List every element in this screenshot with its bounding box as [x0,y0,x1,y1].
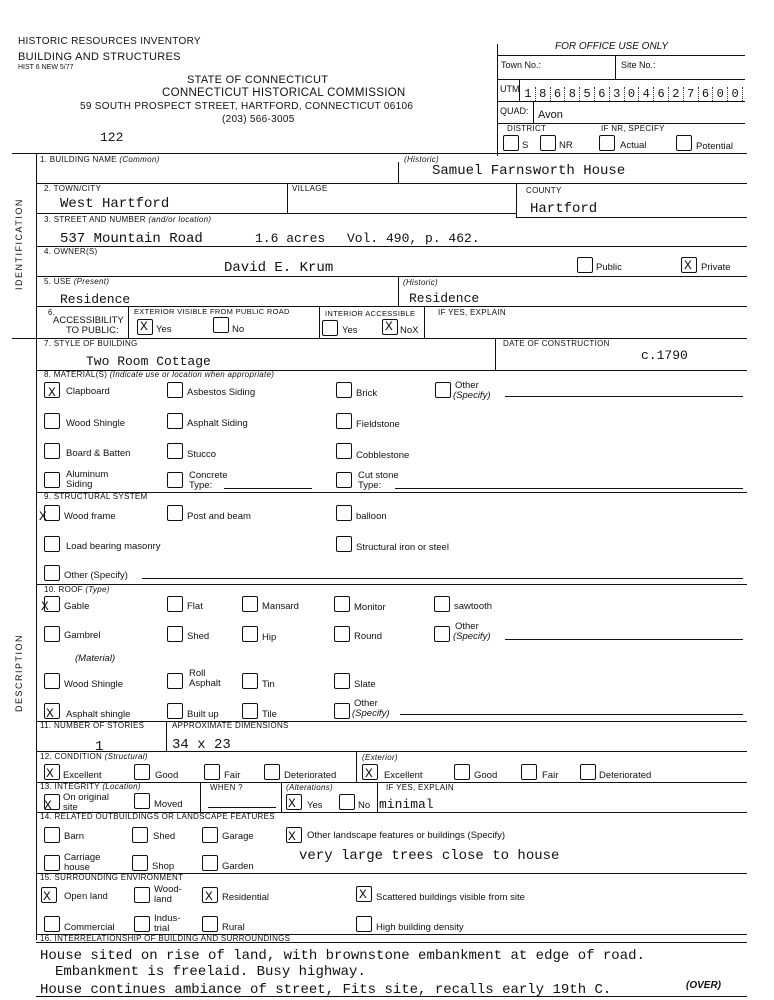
alterations-no-label: No [358,800,371,811]
slate-checkbox[interactable] [334,673,350,689]
clapboard-label: Clapboard [66,386,110,397]
exterior-deteriorated-label: Deteriorated [599,770,652,781]
landscape-other-label: Other landscape features or buildings (Specify) [307,830,506,841]
commission-address: 59 SOUTH PROSPECT STREET, HARTFORD, CONNECTICUT 06106 [80,101,414,112]
utm-label: UTM [500,84,520,94]
actual-label: Actual [620,140,647,151]
wood-frame-mark: X [39,509,47,524]
garden-checkbox[interactable] [202,855,218,871]
inventory-number: 122 [100,130,124,145]
historic-use-value: Residence [409,291,480,306]
utm-digit: 0 [728,87,743,101]
private-check-mark: X [684,258,692,273]
post-beam-label: Post and beam [187,511,251,522]
commercial-label: Commercial [64,922,115,933]
indus-label: Indus- [154,913,181,924]
woodland-label: land [154,894,172,905]
utm-digit: 7 [684,87,699,101]
acreage-value: 1.6 acres [255,231,326,246]
aluminum-checkbox[interactable] [44,472,60,488]
site-no-label: Site No.: [621,60,656,70]
structural-system-label: 9. STRUCTURAL SYSTEM [44,492,148,501]
office-use-title: FOR OFFICE USE ONLY [555,41,668,52]
deed-reference: Vol. 490, p. 462. [347,231,480,246]
roof-wood-shingle-label: Wood Shingle [64,679,123,690]
owner-label: 4. OWNER(S) [44,247,98,256]
commission-heading: CONNECTICUT HISTORICAL COMMISSION [162,87,406,99]
monitor-checkbox[interactable] [334,596,350,612]
environment-label: 15. SURROUNDING ENVIRONMENT [40,873,184,882]
scattered-buildings-label: Scattered buildings visible from site [376,892,525,903]
roof-material-other-label: Other [354,698,378,709]
interior-yes-label: Yes [342,325,358,336]
exterior-fair-checkbox[interactable] [521,764,537,780]
landscape-other-mark: X [288,829,296,844]
tile-checkbox[interactable] [242,703,258,719]
roof-other-checkbox[interactable] [434,626,450,642]
masonry-checkbox[interactable] [44,536,60,552]
flat-checkbox[interactable] [167,596,183,612]
roof-material-label: (Material) [75,653,116,664]
form-title-2: BUILDING AND STRUCTURES [18,51,181,63]
town-city-label: 2. TOWN/CITY [44,184,102,193]
form-title-1: HISTORIC RESOURCES INVENTORY [18,36,201,47]
county-label: COUNTY [526,186,562,195]
historic-name-label: (Historic) [404,155,439,164]
utm-digit: 4 [639,87,654,101]
structural-excellent-mark: X [46,766,54,781]
structural-good-label: Good [155,770,179,781]
structural-deteriorated-checkbox[interactable] [264,764,280,780]
identification-side-label: IDENTIFICATION [14,198,24,290]
materials-label: 8. MATERIAL(S) (Indicate use or location when appropriate) [44,370,275,379]
monitor-label: Monitor [354,602,386,613]
interrelationship-line-3: House continues ambiance of street, Fits site, recalls early 19th C. [40,982,612,998]
gable-mark: X [41,599,49,614]
county-value: Hartford [530,201,598,217]
sawtooth-label: sawtooth [454,601,493,612]
post-beam-checkbox[interactable] [167,505,183,521]
district-label: DISTRICT [507,124,547,133]
garage-label: Garage [222,831,254,842]
mansard-checkbox[interactable] [242,596,258,612]
exterior-visible-label: EXTERIOR VISIBLE FROM PUBLIC ROAD [134,307,290,316]
asphalt-siding-checkbox[interactable] [167,413,183,429]
wood-shingle-siding-label: Wood Shingle [66,418,125,429]
state-heading: STATE OF CONNECTICUT [187,74,329,86]
construction-date-label: DATE OF CONSTRUCTION [503,339,610,348]
aluminum-label: Aluminum [66,469,109,480]
brick-checkbox[interactable] [336,382,352,398]
structural-deteriorated-label: Deteriorated [284,770,337,781]
wood-shingle-siding-checkbox[interactable] [44,413,60,429]
commercial-checkbox[interactable] [44,916,60,932]
exterior-good-label: Good [474,770,498,781]
public-label: Public [596,262,622,273]
district-nr-checkbox[interactable] [540,135,556,151]
dimensions-value: 34 x 23 [172,737,231,753]
building-name-label: 1. BUILDING NAME (Common) [40,155,160,164]
materials-other-label: Other [455,380,479,391]
village-label: VILLAGE [292,184,328,193]
utm-digit: 6 [699,87,714,101]
brick-label: Brick [356,388,378,399]
asbestos-checkbox[interactable] [167,382,183,398]
outbuildings-label: 14. RELATED OUTBUILDINGS OR LANDSCAPE FEATURES [40,812,275,821]
alterations-value: minimal [379,797,434,812]
carriage-house-label: house [64,862,90,873]
garden-label: Garden [222,861,254,872]
concrete-type-label: Type: [189,480,213,491]
gambrel-checkbox[interactable] [44,626,60,642]
to-public-label: TO PUBLIC: [66,325,119,336]
interrelationship-line-1: House sited on rise of land, with brownstone embankment at edge of road. [40,948,645,964]
accessibility-label: ACCESSIBILITY [53,315,124,326]
exterior-excellent-label: Excellent [384,770,423,781]
shop-checkbox[interactable] [132,855,148,871]
roof-specify-label: (Specify) [453,631,491,642]
roll-label: Roll [189,668,206,679]
board-batten-checkbox[interactable] [44,443,60,459]
structural-other-label: Other (Specify) [64,570,128,581]
asphalt-siding-label: Asphalt Siding [187,418,248,429]
alterations-explain-label: IF YES, EXPLAIN [386,783,454,792]
barn-label: Barn [64,831,85,842]
high-density-label: High building density [376,922,464,933]
street-label: 3. STREET AND NUMBER (and/or location) [44,215,212,224]
concrete-label: Concrete [189,470,228,481]
woodland-checkbox[interactable] [134,887,150,903]
exterior-yes-mark: X [140,319,148,334]
present-use-value: Residence [60,292,131,307]
exterior-excellent-mark: X [365,766,373,781]
gambrel-label: Gambrel [64,630,101,641]
description-side-label: DESCRIPTION [14,633,24,712]
utm-digit: 8 [565,87,580,101]
tile-label: Tile [262,709,277,720]
mansard-label: Mansard [262,601,299,612]
structural-excellent-label: Excellent [63,770,102,781]
aluminum-siding-label: Siding [66,479,93,490]
exterior-deteriorated-checkbox[interactable] [580,764,596,780]
tin-checkbox[interactable] [242,673,258,689]
cobblestone-checkbox[interactable] [336,443,352,459]
sawtooth-checkbox[interactable] [434,596,450,612]
alterations-label: (Alterations) [286,783,334,792]
asphalt-shingle-label: Asphalt shingle [66,709,131,720]
stucco-checkbox[interactable] [167,443,183,459]
use-label: 5. USE (Present) [44,277,110,286]
residential-label: Residential [222,892,269,903]
residential-mark: X [205,889,213,904]
if-yes-explain-label: IF YES, EXPLAIN [438,308,506,317]
moved-checkbox[interactable] [134,793,150,809]
exterior-no-checkbox[interactable] [213,317,229,333]
district-s-label: S [522,140,529,151]
construction-date-value: c.1790 [641,348,688,363]
over-note: (OVER) [686,980,721,991]
original-site-label: site [63,802,78,813]
built-up-checkbox[interactable] [167,703,183,719]
structural-fair-checkbox[interactable] [204,764,220,780]
outbuilding-shed-checkbox[interactable] [132,827,148,843]
utm-digit: 2 [669,87,684,101]
actual-checkbox[interactable] [599,135,615,151]
garage-checkbox[interactable] [202,827,218,843]
interrelationship-label: 16. INTERRELATIONSHIP OF BUILDING AND SURROUNDINGS [40,934,291,943]
interior-accessible-label: INTERIOR ACCESSIBLE [325,309,416,318]
carriage-house-checkbox[interactable] [44,855,60,871]
quad-label: QUAD: [500,106,529,116]
carriage-label: Carriage [64,852,101,863]
hip-checkbox[interactable] [242,626,258,642]
utm-digit: 6 [654,87,669,101]
utm-digit: 6 [595,87,610,101]
built-up-label: Built up [187,709,219,720]
exterior-fair-label: Fair [542,770,559,781]
dimensions-label: APPROXIMATE DIMENSIONS [172,721,289,730]
asphalt-label: Asphalt [189,678,221,689]
fieldstone-label: Fieldstone [356,419,400,430]
utm-digit: 8 [536,87,551,101]
commission-phone: (203) 566-3005 [222,114,295,125]
private-label: Private [701,262,731,273]
street-value: 537 Mountain Road [60,231,203,247]
utm-digit: 3 [610,87,625,101]
district-nr-label: NR [559,140,573,151]
public-checkbox[interactable] [577,257,593,273]
iron-steel-checkbox[interactable] [336,536,352,552]
exterior-good-checkbox[interactable] [454,764,470,780]
stories-value: 1 [95,739,104,755]
utm-digit: 0 [625,87,640,101]
potential-checkbox[interactable] [676,135,692,151]
high-density-checkbox[interactable] [356,916,372,932]
condition-label: 12. CONDITION (Structural) [40,752,148,761]
potential-label: Potential [696,141,733,152]
scattered-buildings-mark: X [359,887,367,902]
stucco-label: Stucco [187,449,217,460]
district-s-checkbox[interactable] [503,135,519,151]
town-no-label: Town No.: [501,60,542,70]
round-label: Round [354,631,382,642]
shed-roof-checkbox[interactable] [167,626,183,642]
industrial-label: trial [154,923,170,934]
materials-specify-label: (Specify) [453,390,491,401]
tin-label: Tin [262,679,275,690]
clapboard-mark: X [48,385,56,400]
balloon-label: balloon [356,511,387,522]
utm-digit: 6 [551,87,566,101]
utm-digits [521,84,743,102]
nr-specify-label: IF NR, SPECIFY [601,124,665,133]
structural-good-checkbox[interactable] [134,764,150,780]
rural-checkbox[interactable] [202,916,218,932]
integrity-label: 13. INTEGRITY (Location) [40,782,141,791]
balloon-checkbox[interactable] [336,505,352,521]
roof-other-label: Other [455,621,479,632]
barn-checkbox[interactable] [44,827,60,843]
wood-label: Wood- [154,884,182,895]
structural-other-checkbox[interactable] [44,565,60,581]
utm-digit: 0 [713,87,728,101]
form-number: HIST 6 NEW 5/77 [18,64,74,71]
landscape-features-value: very large trees close to house [299,848,560,864]
cobblestone-label: Cobblestone [356,450,410,461]
fieldstone-checkbox[interactable] [336,413,352,429]
utm-digit: 5 [580,87,595,101]
open-land-mark: X [43,889,51,904]
interior-no-label: NoX [400,325,419,336]
round-checkbox[interactable] [334,626,350,642]
industrial-checkbox[interactable] [134,916,150,932]
rural-label: Rural [222,922,245,933]
integrity-when-label: WHEN ? [210,783,243,792]
masonry-label: Load bearing masonry [66,541,161,552]
interior-no-mark: X [385,319,393,334]
historic-use-label: (Historic) [403,278,438,287]
cut-stone-label: Cut stone [358,470,399,481]
wood-frame-label: Wood frame [64,511,116,522]
open-land-label: Open land [64,891,108,902]
quad-value: Avon [538,109,563,121]
structural-fair-label: Fair [224,770,241,781]
iron-steel-label: Structural iron or steel [356,542,449,553]
asphalt-shingle-mark: X [46,706,54,721]
alterations-yes-label: Yes [307,800,323,811]
moved-label: Moved [154,799,183,810]
roof-material-specify-label: (Specify) [352,708,390,719]
original-label: On original [63,792,109,803]
alterations-yes-mark: X [288,796,296,811]
concrete-checkbox[interactable] [167,472,183,488]
cut-stone-checkbox[interactable] [336,472,352,488]
hip-label: Hip [262,632,277,643]
style-label: 7. STYLE OF BUILDING [44,339,138,348]
interrelationship-line-2: Embankment is freelaid. Busy highway. [55,964,366,980]
cut-stone-type-label: Type: [358,480,382,491]
shed-roof-label: Shed [187,631,210,642]
style-value: Two Room Cottage [86,354,211,369]
outbuilding-shed-label: Shed [153,831,176,842]
slate-label: Slate [354,679,376,690]
board-batten-label: Board & Batten [66,448,131,459]
historic-name-value: Samuel Farnsworth House [432,163,626,179]
condition-exterior-label: (Exterior) [362,753,398,762]
roof-wood-shingle-checkbox[interactable] [44,673,60,689]
roll-asphalt-checkbox[interactable] [167,673,183,689]
owner-value: David E. Krum [224,260,334,276]
gable-label: Gable [64,601,90,612]
shop-label: Shop [152,861,175,872]
interior-yes-checkbox[interactable] [322,320,338,336]
asbestos-label: Asbestos Siding [187,387,256,398]
roof-material-other-checkbox[interactable] [334,703,350,719]
alterations-no-checkbox[interactable] [339,794,355,810]
original-site-mark: X [44,798,52,813]
exterior-yes-label: Yes [156,324,172,335]
accessibility-number: 6. [48,308,56,317]
roof-label: 10. ROOF (Type) [44,585,110,594]
materials-other-checkbox[interactable] [435,382,451,398]
town-value: West Hartford [60,196,170,212]
utm-digit: 1 [521,87,536,101]
stories-label: 11. NUMBER OF STORIES [40,721,145,730]
flat-label: Flat [187,601,203,612]
exterior-no-label: No [232,324,245,335]
